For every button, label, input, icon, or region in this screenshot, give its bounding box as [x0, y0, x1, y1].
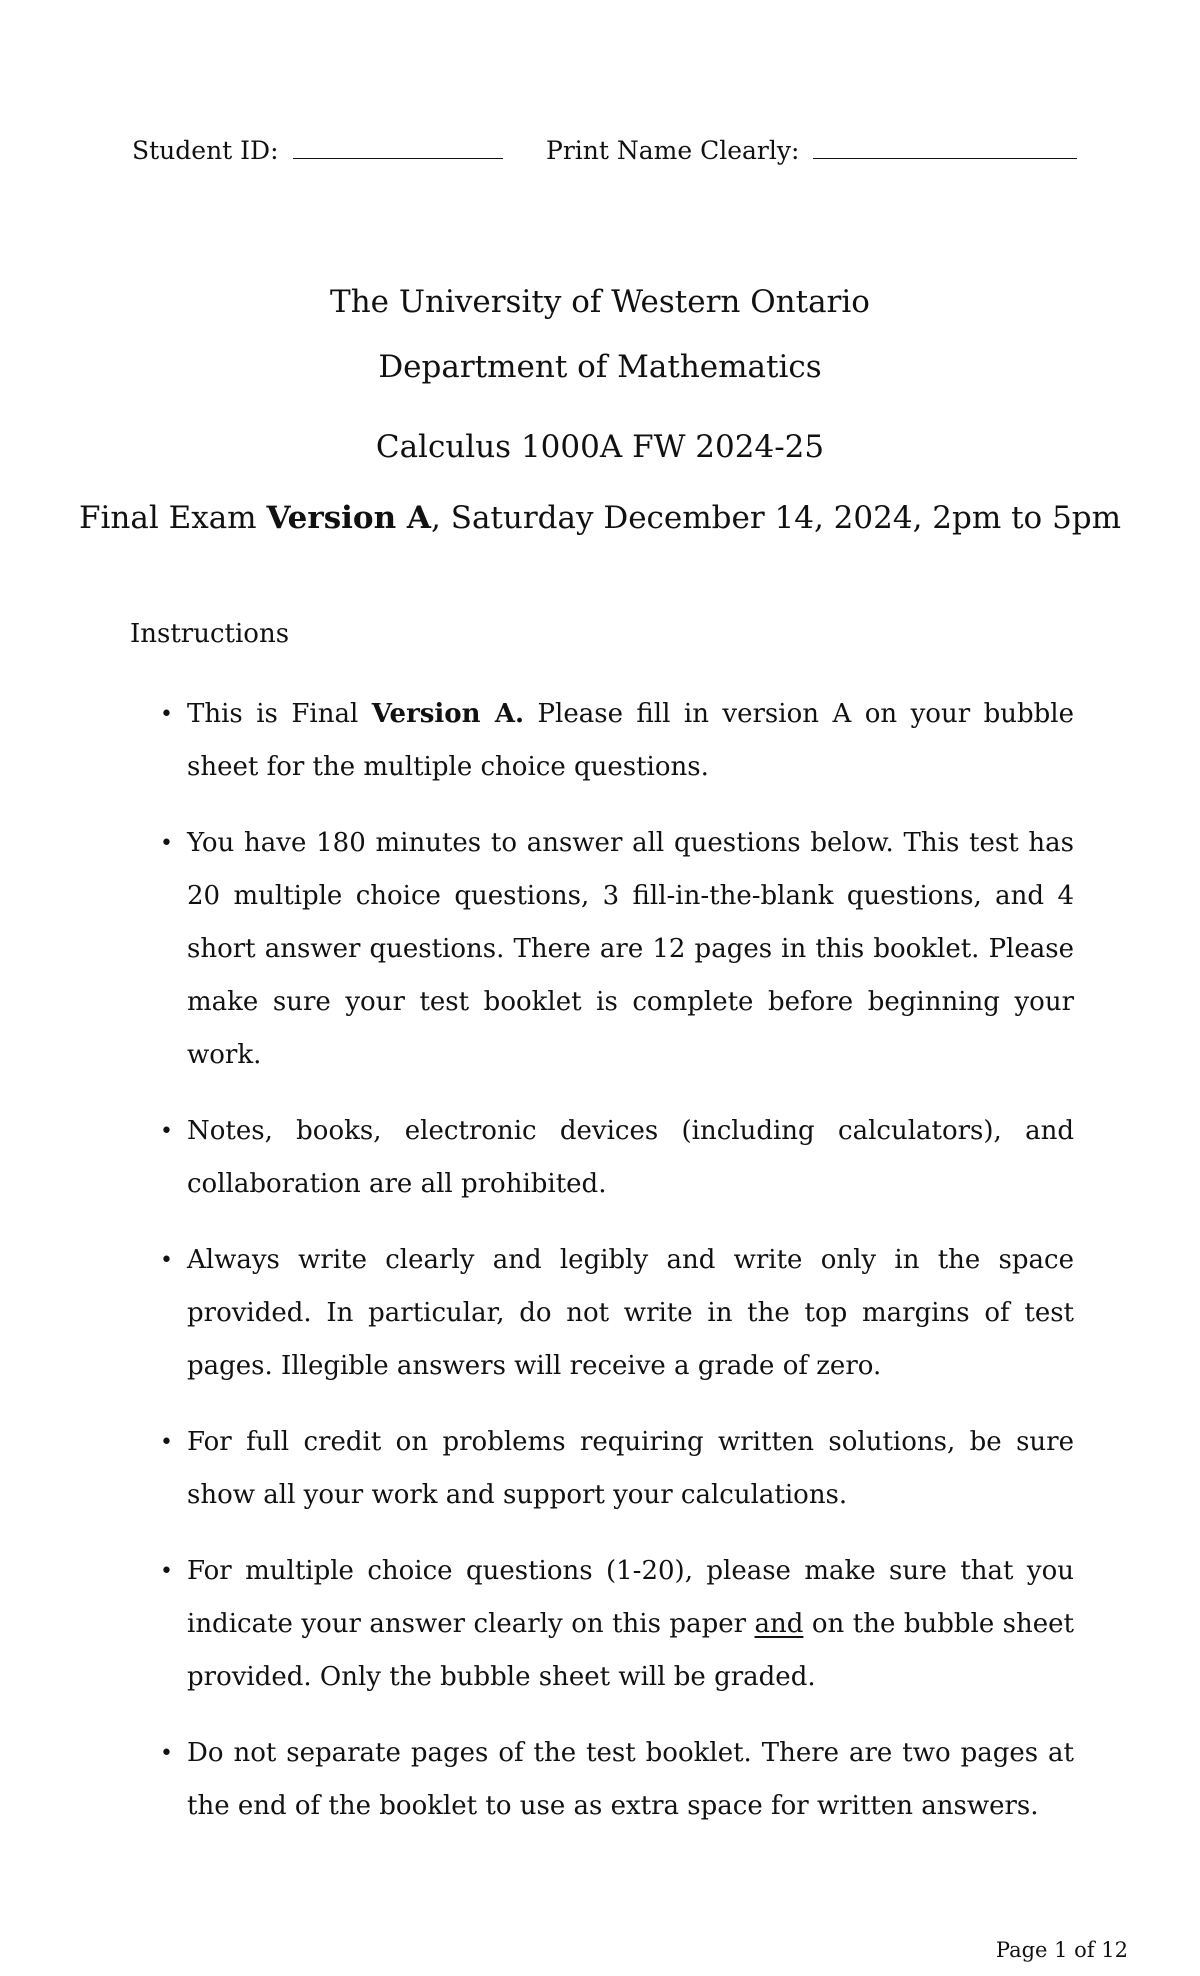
instruction-text-post: on the bubble sheet provided. Only the bubble sheet will be graded. — [187, 1609, 1074, 1692]
exam-title — [0, 500, 1200, 536]
university-title: The University of Western Ontario — [330, 284, 870, 320]
bullet-icon: • — [160, 702, 173, 727]
identification-row — [132, 136, 1072, 176]
instructions-list — [0, 688, 1200, 1856]
page-number: Page 1 of 12 — [995, 1938, 1128, 1962]
instruction-text: You have 180 minutes to answer all questions below. This test has 20 multiple choice questions, 3 fill-in-the-blank questions, and 4 short answer questions. There are 12 pages in this booklet. Please make sure your test booklet is complete before beginning your work. — [187, 828, 1074, 1070]
instruction-text: Do not separate pages of the test booklet. There are two pages at the end of the booklet to use as extra space for written answers. — [187, 1738, 1074, 1821]
instruction-item — [160, 688, 1074, 794]
instruction-text-bold: Version A. — [371, 699, 525, 729]
instruction-text: Notes, books, electronic devices (including calculators), and collaboration are all prohibited. — [187, 1116, 1074, 1199]
student-id-field — [132, 136, 503, 165]
bullet-icon: • — [160, 1430, 173, 1455]
instruction-text: Always write clearly and legibly and write only in the space provided. In particular, do not write in the top margins of test pages. Illegible answers will receive a grade of zero. — [187, 1245, 1074, 1381]
instruction-item — [160, 1545, 1074, 1704]
instruction-item — [160, 1105, 1074, 1211]
bullet-icon: • — [160, 1741, 173, 1766]
bullet-icon: • — [160, 1119, 173, 1144]
instruction-text-post: Please fill in version A on your bubble sheet for the multiple choice questions. — [187, 699, 1074, 782]
print-name-field — [546, 136, 1077, 165]
instructions-heading: Instructions — [130, 619, 290, 649]
instruction-text-pre: For multiple choice questions (1-20), please make sure that you indicate your answer clearly on this paper — [187, 1556, 1074, 1639]
student-id-label: Student ID: — [132, 136, 279, 165]
instruction-text-pre: This is Final — [187, 699, 372, 729]
instruction-text: For full credit on problems requiring written solutions, be sure show all your work and support your calculations. — [187, 1427, 1074, 1510]
instruction-item — [160, 1727, 1074, 1833]
print-name-blank[interactable] — [813, 138, 1077, 159]
bullet-icon: • — [160, 1248, 173, 1273]
student-id-blank[interactable] — [293, 138, 503, 159]
print-name-label: Print Name Clearly: — [546, 136, 800, 165]
department-title: Department of Mathematics — [378, 349, 822, 385]
instruction-item — [160, 1234, 1074, 1393]
exam-version: Version A — [266, 500, 431, 536]
exam-title-prefix: Final Exam — [78, 500, 267, 536]
instruction-text-underline: and — [754, 1609, 804, 1639]
course-title: Calculus 1000A FW 2024-25 — [375, 429, 825, 465]
bullet-icon: • — [160, 1559, 173, 1584]
bullet-icon: • — [160, 831, 173, 856]
instruction-item — [160, 817, 1074, 1082]
exam-title-suffix: , Saturday December 14, 2024, 2pm to 5pm — [431, 500, 1122, 536]
instruction-item — [160, 1416, 1074, 1522]
